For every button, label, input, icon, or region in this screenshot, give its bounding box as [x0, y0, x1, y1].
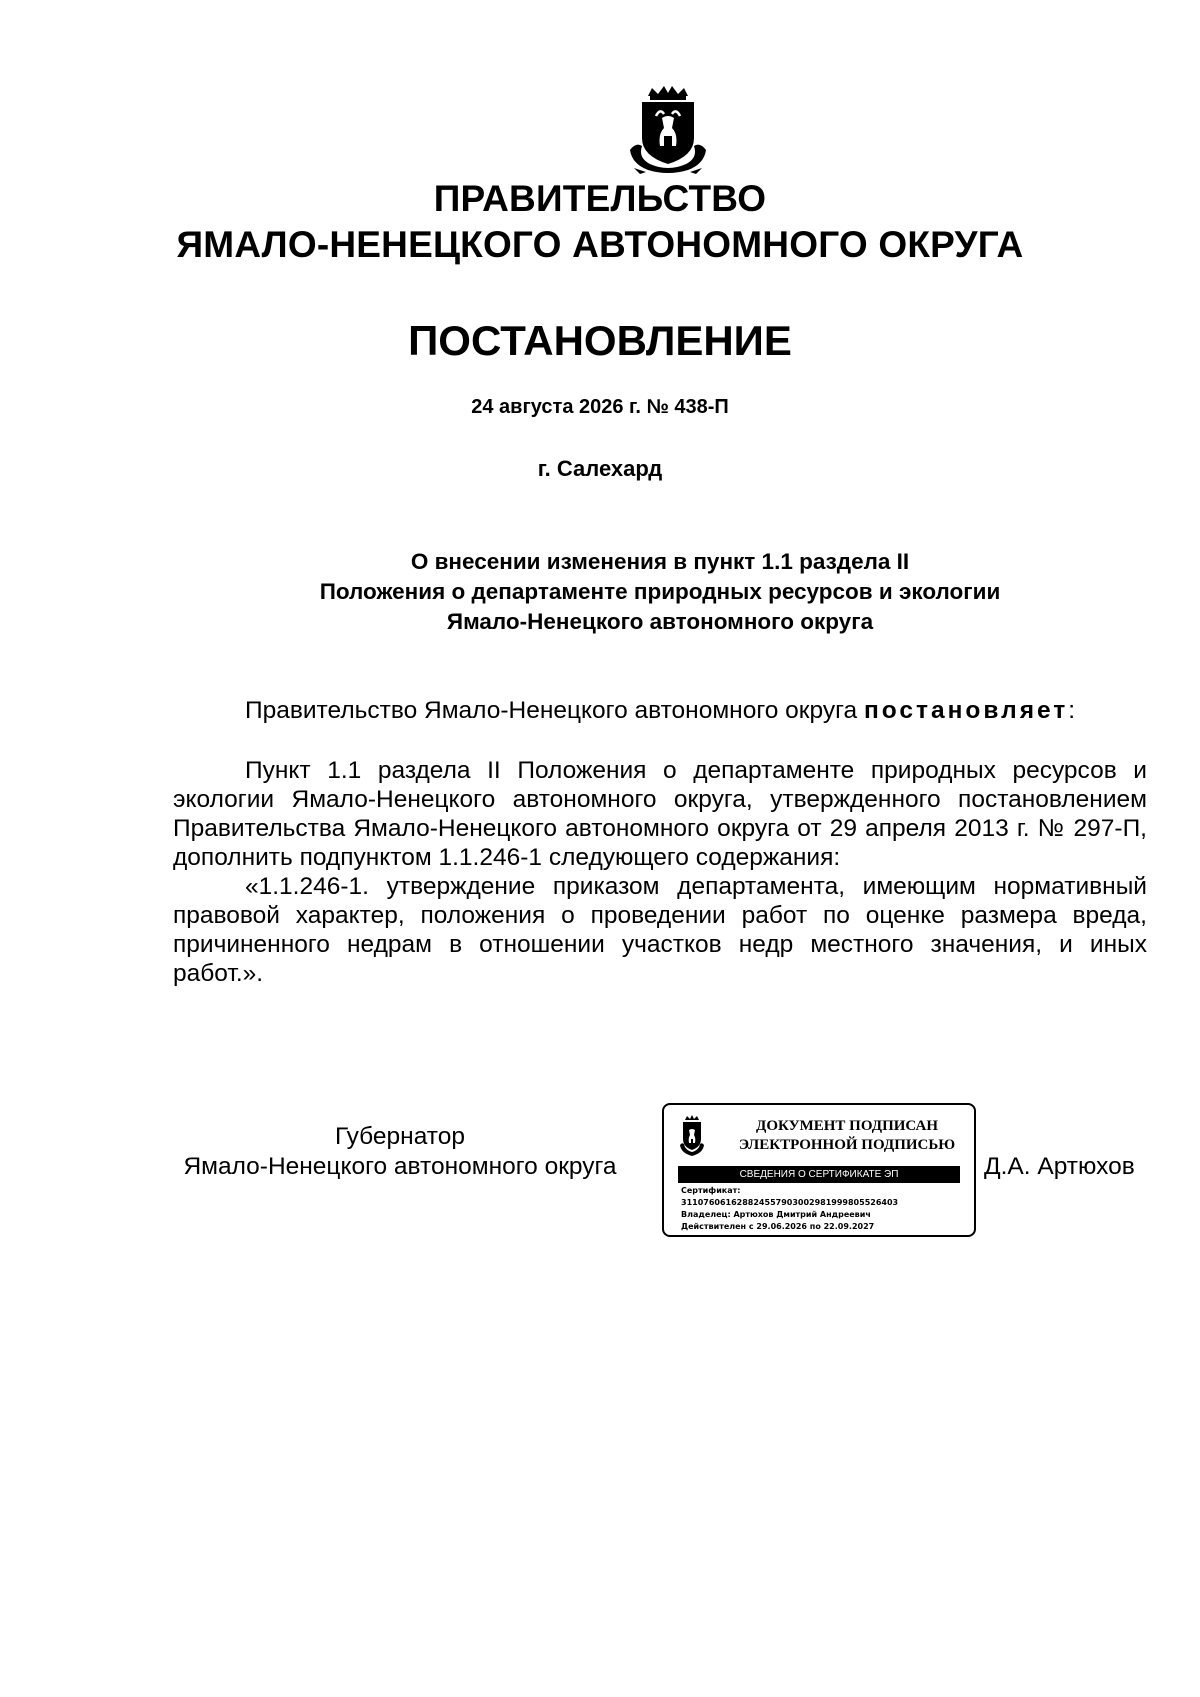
signatory-position-line2: Ямало-Ненецкого автономного округа — [183, 1153, 617, 1180]
intro-resolves-word: постановляет — [863, 697, 1069, 724]
intro-colon: : — [1068, 697, 1076, 724]
stamp-title — [728, 1117, 966, 1155]
document-date-number: 24 августа 2026 г. № 438-П — [471, 396, 729, 418]
intro-paragraph — [173, 696, 1147, 725]
document-type: ПОСТАНОВЛЕНИЕ — [408, 317, 792, 364]
intro-text: Правительство Ямало-Ненецкого автономного округа — [245, 697, 864, 724]
paragraph-new-subclause: «1.1.246-1. утверждение приказом департамента, имеющим нормативный правовой характер, положения о проведении работ по оценке размера вреда, причиненного недрам в отношении участков недр местного значения, и иных работ.». — [173, 873, 1147, 987]
document-city: г. Салехард — [537, 456, 663, 481]
signatory-position — [150, 1122, 650, 1182]
stamp-title-line1: ДОКУМЕНТ ПОДПИСАН — [756, 1118, 938, 1134]
main-text — [173, 756, 1147, 988]
stamp-coat-of-arms-icon — [678, 1115, 706, 1157]
coat-of-arms-icon — [626, 84, 710, 174]
certificate-label: Сертификат: — [681, 1186, 741, 1195]
subject-line3: Ямало-Ненецкого автономного округа — [446, 609, 874, 634]
paragraph-amendment: Пункт 1.1 раздела II Положения о департаменте природных ресурсов и экологии Ямало-Ненецкого автономного округа, утвержденного постановлением Правительства Ямало-Ненецкого автономного округа от 29 апреля 2013 г. № 297-П, дополнить подпунктом 1.1.246-1 следующего содержания: — [173, 757, 1147, 871]
certificate-owner: Владелец: Артюхов Дмитрий Андреевич — [681, 1210, 871, 1219]
signatory-name: Д.А. Артюхов — [984, 1153, 1135, 1180]
subject-line2: Положения о департаменте природных ресурсов и экологии — [319, 579, 1001, 604]
stamp-certificate-details — [681, 1185, 971, 1233]
stamp-certificate-bar: СВЕДЕНИЯ О СЕРТИФИКАТЕ ЭП — [678, 1166, 960, 1183]
government-title-line2: ЯМАЛО-НЕНЕЦКОГО АВТОНОМНОГО ОКРУГА — [176, 224, 1024, 265]
stamp-title-line2: ЭЛЕКТРОННОЙ ПОДПИСЬЮ — [738, 1137, 956, 1153]
government-title-line1: ПРАВИТЕЛЬСТВО — [433, 178, 767, 219]
subject-line1: О внесении изменения в пункт 1.1 раздела II — [410, 549, 910, 574]
document-subject — [160, 547, 1160, 637]
electronic-signature-stamp — [662, 1103, 976, 1237]
certificate-number: 311076061628824557903002981999805526403 — [681, 1198, 899, 1207]
signatory-position-line1: Губернатор — [335, 1123, 465, 1150]
certificate-validity: Действителен с 29.06.2026 по 22.09.2027 — [681, 1222, 875, 1231]
